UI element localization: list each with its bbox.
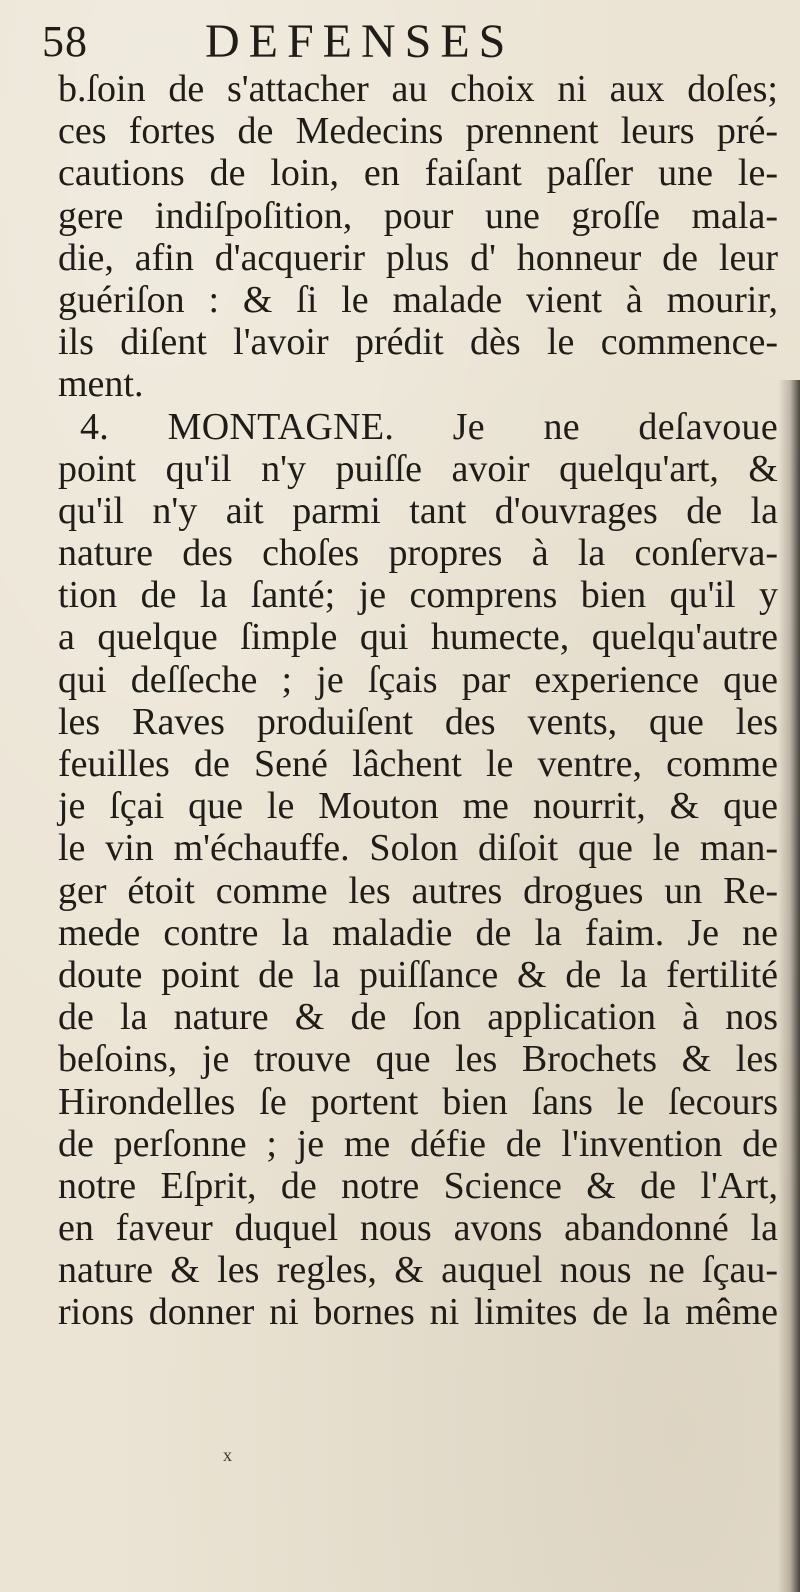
text-line: doute point de la puiſſance & de la fertilité	[58, 953, 778, 996]
text-line: ger étoit comme les autres drogues un Re-	[58, 869, 778, 912]
text-line: notre Eſprit, de notre Science & de l'Art,	[58, 1164, 778, 1207]
page-header	[0, 10, 800, 70]
page-edge-shadow	[778, 380, 800, 1592]
text-line: ils diſent l'avoir prédit dès le commence-	[58, 321, 778, 364]
text-line: die, afin d'acquerir plus d' honneur de leur	[58, 236, 778, 279]
running-title: DEFENSES	[205, 15, 515, 68]
text-line: a quelque ſimple qui humecte, quelqu'autre	[58, 616, 778, 659]
text-line: le vin m'échauffe. Solon diſoit que le man-	[58, 827, 778, 870]
text-line: cautions de loin, en faiſant paſſer une le-	[58, 152, 778, 195]
text-line: qui deſſeche ; je ſçais par experience que	[58, 658, 778, 701]
text-line: de la nature & de ſon application à nos	[58, 996, 778, 1039]
body-text	[58, 68, 778, 1334]
text-line: nature & les regles, & auquel nous ne ſçau-	[58, 1249, 778, 1292]
text-line: je ſçai que le Mouton me nourrit, & que	[58, 785, 778, 828]
text-line: gere indiſpoſition, pour une groſſe mala-	[58, 194, 778, 237]
text-line: en faveur duquel nous avons abandonné la	[58, 1207, 778, 1250]
text-line: b.ſoin de s'attacher au choix ni aux doſes;	[58, 68, 778, 110]
text-line: guériſon : & ſi le malade vient à mourir,	[58, 278, 778, 321]
text-line: nature des choſes propres à la conſerva-	[58, 532, 778, 575]
text-line: beſoins, je trouve que les Brochets & les	[58, 1038, 778, 1081]
text-line: qu'il n'y ait parmi tant d'ouvrages de la	[58, 489, 778, 532]
text-line: de perſonne ; je me défie de l'invention de	[58, 1122, 778, 1165]
text-line: ment.	[58, 363, 144, 406]
text-line: point qu'il n'y puiſſe avoir quelqu'art, &	[58, 447, 778, 490]
text-line: mede contre la maladie de la faim. Je ne	[58, 911, 778, 954]
text-line: Hirondelles ſe portent bien ſans le ſecours	[58, 1080, 778, 1123]
text-line: tion de la ſanté; je comprens bien qu'il y	[58, 574, 778, 617]
text-line: feuilles de Sené lâchent le ventre, comme	[58, 743, 778, 785]
text-line: les Raves produiſent des vents, que les	[58, 700, 778, 743]
page-number: 58	[42, 17, 88, 66]
footer-mark: x	[223, 1445, 232, 1465]
text-line: rions donner ni bornes ni limites de la même	[58, 1291, 778, 1334]
section-heading-line: 4. MONTAGNE. Je ne deſavoue	[80, 405, 778, 448]
text-line: ces fortes de Medecins prennent leurs pré-	[58, 110, 778, 153]
